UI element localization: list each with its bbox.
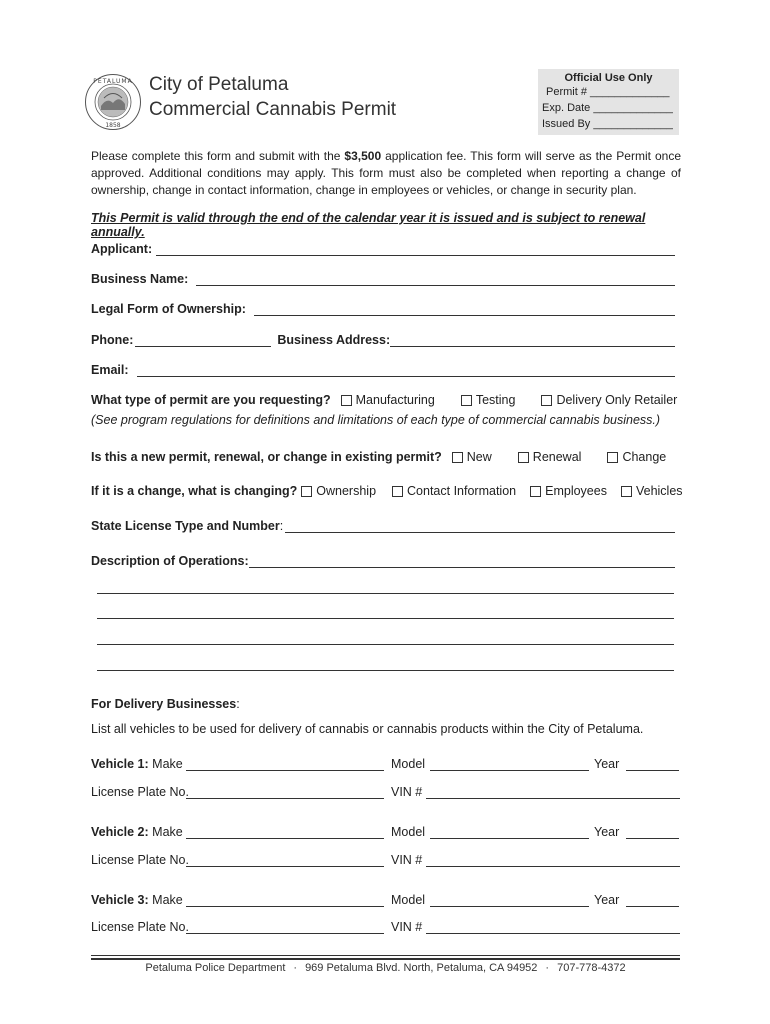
- option-employees-label: Employees: [545, 484, 607, 498]
- vehicle-1-row: [91, 753, 681, 771]
- option-testing[interactable]: [461, 393, 516, 407]
- license-row: [91, 515, 675, 533]
- option-manufacturing-label: Manufacturing: [355, 393, 435, 407]
- option-new-label: New: [466, 450, 492, 464]
- permit-number-field: Permit # _____________: [546, 86, 670, 98]
- option-testing-label: Testing: [475, 393, 516, 407]
- vehicle-1-make-input[interactable]: [186, 770, 384, 771]
- option-ownership-label: Ownership: [316, 484, 377, 498]
- checkbox-delivery-only-retailer[interactable]: [541, 395, 552, 406]
- email-row: [91, 359, 675, 377]
- new-renewal-row: [91, 446, 691, 464]
- vehicle-2-vin-label: VIN #: [391, 853, 423, 867]
- intro-text-2: application fee. This form will serve as the Permit once approved. Additional conditions may apply. This form must also be completed when reporting a change of ownership, change in contact information, change in employees or vehicles, or change in security plan.: [91, 149, 681, 197]
- vehicle-1-plate-input[interactable]: [186, 798, 384, 799]
- intro-paragraph: [91, 148, 681, 199]
- vehicle-3-year-label: Year: [594, 893, 620, 907]
- legal-form-input-line[interactable]: [254, 303, 675, 316]
- footer-divider: [91, 955, 680, 956]
- official-use-heading: Official Use Only: [564, 72, 653, 84]
- applicant-input-line[interactable]: [156, 243, 675, 256]
- business-name-label: Business Name:: [91, 272, 189, 286]
- vehicle-1-plate-row: [91, 781, 681, 799]
- option-contact-information-label: Contact Information: [407, 484, 517, 498]
- change-row: [91, 480, 691, 498]
- vehicle-2-label: Vehicle 2:: [91, 825, 149, 839]
- delivery-instructions: List all vehicles to be used for delivery of cannabis or cannabis products within the City of Petaluma.: [91, 722, 644, 736]
- vehicle-2-make-label: Make: [152, 825, 183, 839]
- email-label: Email:: [91, 363, 129, 377]
- vehicle-1-vin-input[interactable]: [426, 798, 680, 799]
- permit-type-note: (See program regulations for definitions and limitations of each type of commercial cannabis business.): [91, 413, 661, 427]
- vehicle-3-row: [91, 889, 681, 907]
- page-title-permit: Commercial Cannabis Permit: [149, 99, 397, 120]
- footer-address: 969 Petaluma Blvd. North, Petaluma, CA 94952: [305, 962, 538, 974]
- option-delivery-only-retailer[interactable]: [541, 393, 677, 407]
- business-address-label: Business Address:: [277, 333, 391, 347]
- phone-address-row: [91, 329, 675, 347]
- business-name-input-line[interactable]: [196, 273, 675, 286]
- legal-form-label: Legal Form of Ownership:: [91, 302, 246, 316]
- footer-separator-2: ·: [545, 962, 550, 974]
- checkbox-new[interactable]: [452, 452, 463, 463]
- vehicle-1-year-input[interactable]: [626, 770, 679, 771]
- legal-form-row: [91, 298, 675, 316]
- vehicle-1-year-label: Year: [594, 757, 620, 771]
- vehicle-3-vin-label: VIN #: [391, 920, 423, 934]
- phone-label: Phone:: [91, 333, 134, 347]
- option-renewal[interactable]: [518, 450, 582, 464]
- delivery-heading-colon: :: [236, 697, 240, 711]
- vehicle-2-model-label: Model: [391, 825, 426, 839]
- page-title-city: City of Petaluma: [149, 74, 289, 95]
- checkbox-renewal[interactable]: [518, 452, 529, 463]
- email-input-line[interactable]: [137, 364, 675, 377]
- intro-text-1: Please complete this form and submit with the: [91, 149, 345, 163]
- footer: [91, 962, 680, 974]
- option-vehicles[interactable]: [621, 484, 683, 498]
- vehicle-2-plate-row: [91, 849, 681, 867]
- vehicle-2-plate-input[interactable]: [186, 866, 384, 867]
- vehicle-3-plate-row: [91, 916, 681, 934]
- license-label: State License Type and Number: [91, 519, 280, 533]
- option-vehicles-label: Vehicles: [635, 484, 683, 498]
- vehicle-3-vin-input[interactable]: [426, 933, 680, 934]
- change-question: If it is a change, what is changing?: [91, 484, 298, 498]
- option-new[interactable]: [452, 450, 492, 464]
- vehicle-1-model-input[interactable]: [430, 770, 589, 771]
- vehicle-1-make-label: Make: [152, 757, 183, 771]
- phone-input-line[interactable]: [135, 334, 271, 347]
- business-name-row: [91, 268, 675, 286]
- checkbox-employees[interactable]: [530, 486, 541, 497]
- footer-divider-thick: [91, 958, 680, 960]
- description-line-2[interactable]: [97, 593, 674, 594]
- validity-notice: This Permit is valid through the end of the calendar year it is issued and is subject to renewal annually.: [91, 211, 646, 239]
- vehicle-1-label: Vehicle 1:: [91, 757, 149, 771]
- vehicle-3-make-label: Make: [152, 893, 183, 907]
- checkbox-ownership[interactable]: [301, 486, 312, 497]
- option-renewal-label: Renewal: [532, 450, 582, 464]
- checkbox-manufacturing[interactable]: [341, 395, 352, 406]
- description-line-5[interactable]: [97, 670, 674, 671]
- option-change-label: Change: [622, 450, 667, 464]
- issued-by-field: Issued By _____________: [542, 118, 673, 130]
- vehicle-3-plate-label: License Plate No.: [91, 920, 189, 934]
- description-input-line[interactable]: [249, 555, 675, 568]
- svg-text:1858: 1858: [105, 122, 121, 129]
- option-contact-information[interactable]: [392, 484, 516, 498]
- description-line-3[interactable]: [97, 618, 674, 619]
- checkbox-vehicles[interactable]: [621, 486, 632, 497]
- option-delivery-only-retailer-label: Delivery Only Retailer: [556, 393, 678, 407]
- city-seal-logo: [84, 73, 142, 131]
- license-input-line[interactable]: [285, 520, 675, 533]
- footer-phone: 707-778-4372: [557, 962, 626, 974]
- option-change[interactable]: [607, 450, 666, 464]
- vehicle-2-vin-input[interactable]: [426, 866, 680, 867]
- option-ownership[interactable]: [301, 484, 376, 498]
- license-colon: :: [279, 519, 284, 533]
- vehicle-2-year-input[interactable]: [626, 838, 679, 839]
- option-employees[interactable]: [530, 484, 607, 498]
- vehicle-3-year-input[interactable]: [626, 906, 679, 907]
- svg-text:PETALUMA: PETALUMA: [93, 78, 133, 85]
- checkbox-change[interactable]: [607, 452, 618, 463]
- option-manufacturing[interactable]: [341, 393, 435, 407]
- footer-separator-1: ·: [293, 962, 298, 974]
- vehicle-3-plate-input[interactable]: [186, 933, 384, 934]
- application-fee: $3,500: [344, 149, 382, 163]
- applicant-row: [91, 238, 675, 256]
- vehicle-1-plate-label: License Plate No.: [91, 785, 189, 799]
- business-address-input-line[interactable]: [390, 334, 675, 347]
- permit-type-row: [91, 389, 691, 407]
- delivery-heading: For Delivery Businesses: [91, 697, 237, 711]
- vehicle-2-year-label: Year: [594, 825, 620, 839]
- exp-date-field: Exp. Date _____________: [542, 102, 673, 114]
- footer-dept: Petaluma Police Department: [145, 962, 286, 974]
- vehicle-2-make-input[interactable]: [186, 838, 384, 839]
- permit-type-question: What type of permit are you requesting?: [91, 393, 331, 407]
- checkbox-testing[interactable]: [461, 395, 472, 406]
- description-label: Description of Operations:: [91, 554, 249, 568]
- checkbox-contact-information[interactable]: [392, 486, 403, 497]
- description-line-4[interactable]: [97, 644, 674, 645]
- delivery-heading-row: [91, 693, 675, 711]
- description-row: [91, 550, 675, 568]
- official-use-box: [538, 69, 679, 135]
- new-renewal-question: Is this a new permit, renewal, or change in existing permit?: [91, 450, 442, 464]
- applicant-label: Applicant:: [91, 242, 153, 256]
- vehicle-1-vin-label: VIN #: [391, 785, 423, 799]
- vehicle-3-make-input[interactable]: [186, 906, 384, 907]
- vehicle-3-model-input[interactable]: [430, 906, 589, 907]
- delivery-instructions-row: [91, 718, 691, 736]
- vehicle-2-model-input[interactable]: [430, 838, 589, 839]
- vehicle-3-label: Vehicle 3:: [91, 893, 149, 907]
- vehicle-3-model-label: Model: [391, 893, 426, 907]
- vehicle-2-row: [91, 821, 681, 839]
- vehicle-1-model-label: Model: [391, 757, 426, 771]
- vehicle-2-plate-label: License Plate No.: [91, 853, 189, 867]
